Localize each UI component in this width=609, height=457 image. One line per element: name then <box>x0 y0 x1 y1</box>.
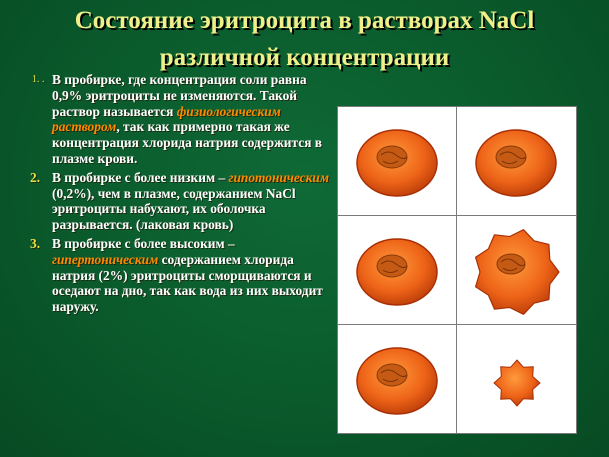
list-text: В пробирке с более низким – <box>52 169 229 185</box>
explanation-list <box>30 72 330 318</box>
list-text: , так как примерно такая же концентрация хлорида натрия содержится в плазме крови. <box>52 119 323 166</box>
erythrocyte-normal-icon <box>457 107 575 215</box>
erythrocyte-hemolysis-icon <box>457 216 575 324</box>
list-item <box>30 72 330 167</box>
erythrocyte-normal-icon <box>338 216 456 324</box>
list-marker: 3. <box>30 235 41 251</box>
list-item <box>30 170 330 233</box>
list-marker: 1. . <box>32 74 45 85</box>
list-text: (0,2%), чем в плазме, содержанием NaCl эритроциты набухают, их оболочка разрывается. (лаковая кровь) <box>52 185 296 233</box>
list-text: содержанием хлорида натрия (2%) эритроциты сморщиваются и оседают на дно, так как вода из них выходит наружу. <box>52 251 323 315</box>
erythrocyte-normal-icon <box>338 107 456 215</box>
erythrocyte-crenated-icon <box>457 325 575 433</box>
slide-title <box>0 2 609 76</box>
erythrocyte-figure <box>337 106 577 434</box>
highlighted-term: гипертоническим <box>52 251 159 267</box>
list-text: В пробирке с более высоким – <box>52 235 235 251</box>
highlighted-term: физиологическим раствором <box>52 103 281 135</box>
list-item <box>30 236 330 315</box>
title-line-1: Состояние эритроцита в растворах NaCl <box>74 7 535 34</box>
title-line-2: различной концентрации <box>159 44 450 71</box>
highlighted-term: гипотоническим <box>228 169 329 185</box>
erythrocyte-normal-icon <box>338 325 456 433</box>
list-text: В пробирке, где концентрация соли равна 0,9% эритроциты не изменяются. Такой раствор называется <box>52 72 307 119</box>
list-marker: 2. <box>30 169 41 185</box>
